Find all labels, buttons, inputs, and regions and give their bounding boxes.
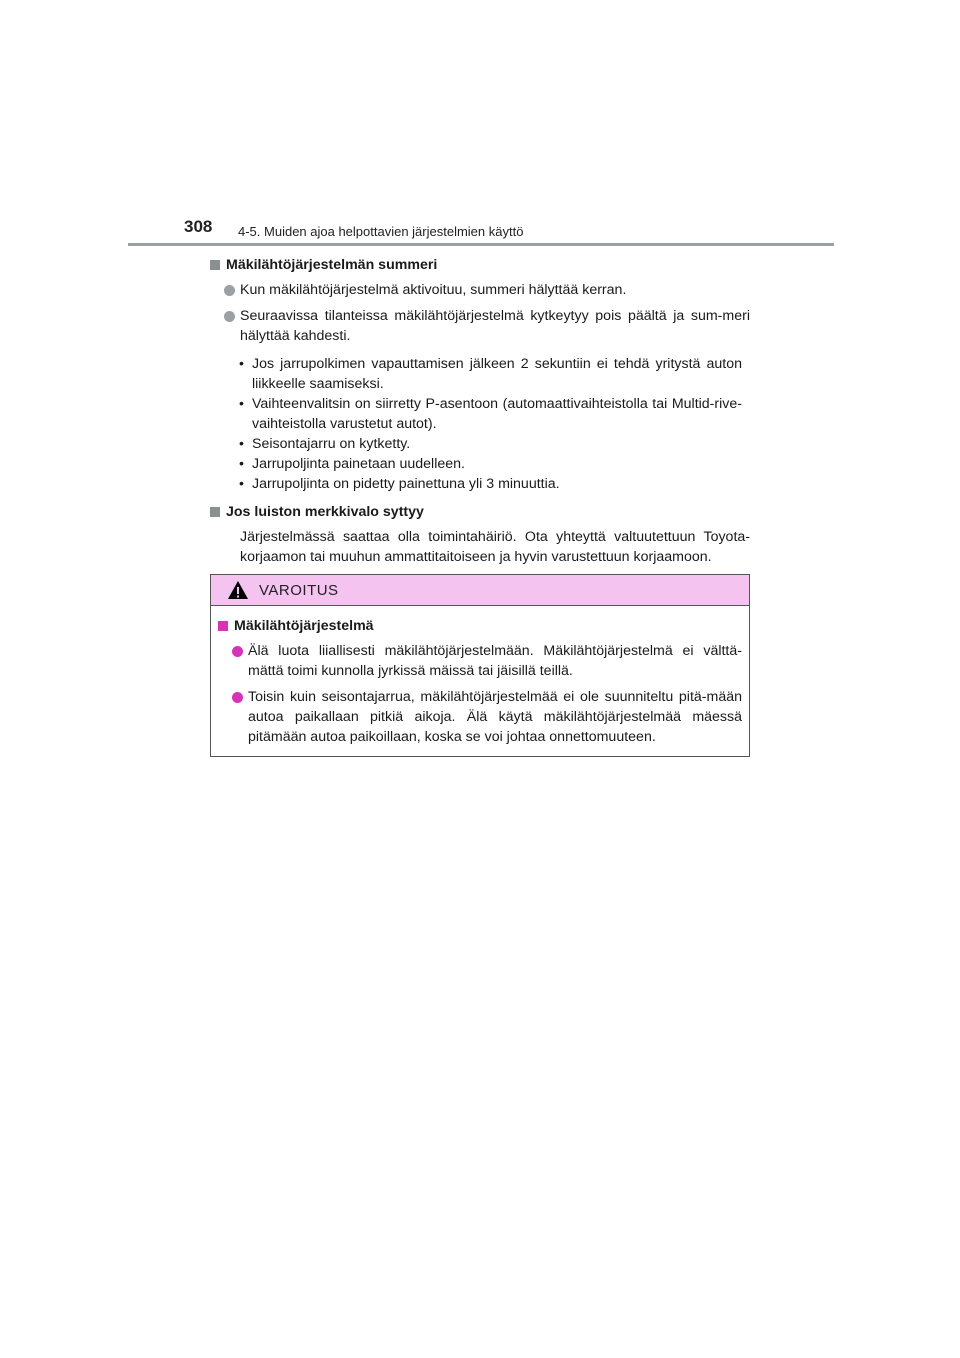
list-item-text: Kun mäkilähtöjärjestelmä aktivoituu, summeri hälyttää kerran. — [240, 282, 627, 298]
header-divider — [128, 243, 834, 246]
sub-list-text: Seisontajarru on kytketty. — [252, 436, 411, 452]
dot-bullet-icon: • — [239, 396, 244, 412]
square-bullet-icon — [210, 260, 220, 270]
sub-list-item — [210, 354, 750, 394]
sub-list-item — [210, 454, 750, 474]
dot-bullet-icon: • — [239, 356, 244, 372]
sub-list-text: Vaihteenvalitsin on siirretty P-asentoon (automaattivaihteistolla tai Multid-rive-vaihteistolla varustetut autot). — [252, 396, 742, 432]
sub-list-text: Jos jarrupolkimen vapauttamisen jälkeen 2 sekuntiin ei tehdä yritystä auton liikkeelle saamiseksi. — [252, 356, 742, 392]
warning-label: VAROITUS — [259, 582, 339, 599]
section-heading-luisto — [210, 502, 750, 522]
section-paragraph: Järjestelmässä saattaa olla toimintahäiriö. Ota yhteyttä valtuutettuun Toyota-korjaamon tai muuhun ammattitaitoiseen ja hyvin varustettuun korjaamoon. — [240, 529, 750, 565]
round-bullet-icon — [224, 311, 235, 322]
warning-item-text: Älä luota liiallisesti mäkilähtöjärjestelmään. Mäkilähtöjärjestelmä ei välttä-mättä toimi kunnolla jyrkissä mäissä tai jäisillä teillä. — [248, 643, 742, 679]
warning-body — [211, 606, 749, 747]
list-item — [210, 280, 750, 300]
list-item-text: Seuraavissa tilanteissa mäkilähtöjärjestelmä kytkeytyy pois päältä ja sum-meri hälyttää kahdesti. — [240, 308, 750, 344]
warning-list-item — [218, 687, 742, 747]
warning-box — [210, 574, 750, 757]
sub-list-text: Jarrupoljinta on pidetty painettuna yli 3 minuuttia. — [252, 476, 560, 492]
round-bullet-icon — [224, 285, 235, 296]
round-bullet-icon — [232, 646, 243, 657]
warning-triangle-icon — [227, 580, 249, 600]
warning-header — [211, 575, 749, 606]
main-content — [210, 255, 750, 567]
dot-bullet-icon: • — [239, 476, 244, 492]
square-bullet-icon — [210, 507, 220, 517]
list-item — [210, 306, 750, 346]
chapter-title: 4-5. Muiden ajoa helpottavien järjestelmien käyttö — [238, 224, 524, 239]
sub-list-text: Jarrupoljinta painetaan uudelleen. — [252, 456, 465, 472]
sub-list-item — [210, 394, 750, 434]
sub-list-item — [210, 474, 750, 494]
warning-list-item — [218, 641, 742, 681]
warning-section-heading — [218, 616, 742, 636]
section-title: Jos luiston merkkivalo syttyy — [226, 504, 424, 520]
dot-bullet-icon: • — [239, 436, 244, 452]
warning-section-title: Mäkilähtöjärjestelmä — [234, 618, 374, 634]
sub-list — [210, 354, 750, 494]
round-bullet-icon — [232, 692, 243, 703]
section-heading-summeri — [210, 255, 750, 275]
sub-list-item — [210, 434, 750, 454]
section-title: Mäkilähtöjärjestelmän summeri — [226, 257, 438, 273]
page-number: 308 — [184, 217, 213, 236]
dot-bullet-icon: • — [239, 456, 244, 472]
warning-item-text: Toisin kuin seisontajarrua, mäkilähtöjärjestelmää ei ole suunniteltu pitä-mään autoa paikallaan pitkiä aikoja. Älä käytä mäkilähtöjärjestelmää mäessä pitämään autoa paikoillaan, koska se voi johtaa onnettomuuteen. — [248, 689, 742, 745]
page-header — [184, 217, 834, 245]
square-bullet-icon — [218, 621, 228, 631]
